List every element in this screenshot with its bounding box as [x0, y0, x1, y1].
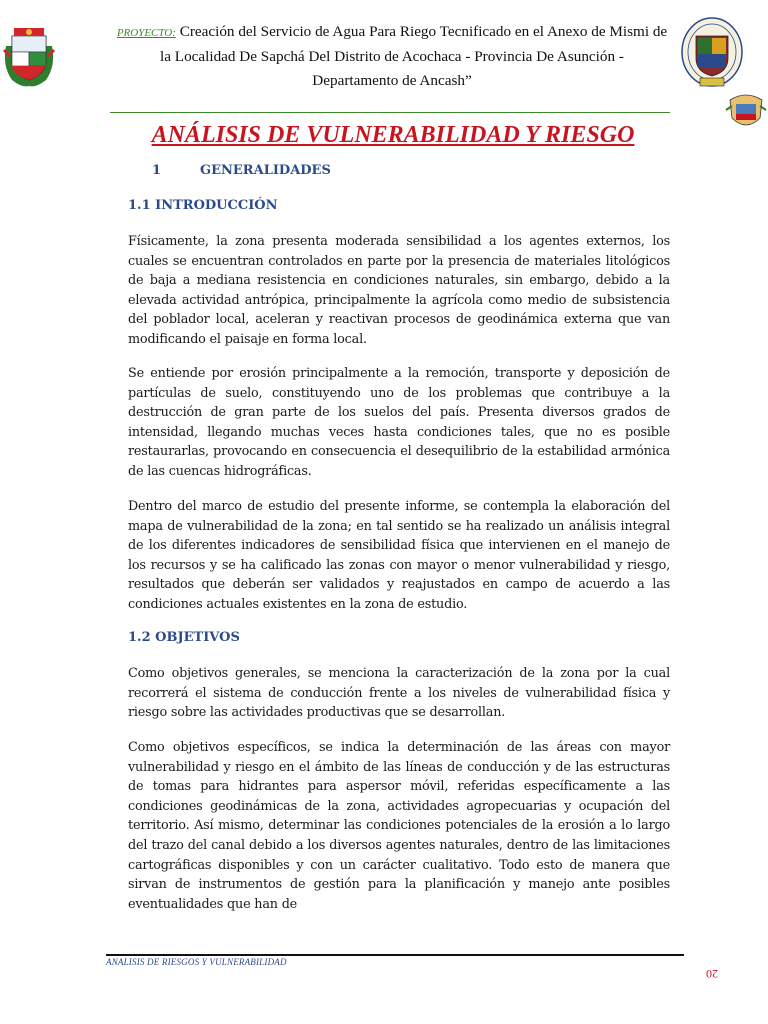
page-number: 20 [706, 967, 718, 981]
page-header [0, 0, 768, 118]
section-label: GENERALIDADES [200, 163, 331, 178]
subsection-heading-introduccion: 1.1 INTRODUCCIÓN [128, 198, 278, 213]
project-label: PROYECTO: [116, 27, 176, 39]
project-description [108, 20, 676, 93]
project-line-1: Creación del Servicio de Agua Para Riego Tecnificado en el Anexo de Mismi de [179, 23, 668, 40]
project-line-2: la Localidad De Sapchá Del Distrito de Acochaca - Provincia De Asunción - [160, 48, 624, 65]
paragraph: Físicamente, la zona presenta moderada sensibilidad a los agentes externos, los cuales se encuentran controlados en parte por la presencia de materiales litológicos de baja a mediana resistencia en condiciones naturales, sin embargo, debido a la elevada actividad antrópica, principalmente la agrícola como medio de subsistencia del poblador local, aceleran y reactivan procesos de geodinámica externa que van modificando el paisaje en forma local. [128, 234, 670, 347]
peru-coat-of-arms-icon [2, 26, 56, 88]
subsection-heading-objetivos: 1.2 OBJETIVOS [128, 630, 240, 645]
project-line-3: Departamento de Ancash” [312, 72, 472, 89]
municipal-seal-icon [680, 16, 744, 94]
footer-divider [106, 954, 684, 956]
paragraph: Como objetivos generales, se menciona la caracterización de la zona por la cual recorrerá el sistema de conducción frente a los niveles de vulnerabilidad física y riesgo sobre las actividades productivas que se desarrollan. [128, 666, 670, 721]
paragraph: Como objetivos específicos, se indica la determinación de las áreas con mayor vulnerabilidad y riesgo en el ámbito de las líneas de conducción y de las estructuras de tomas para hidrantes para aspersor móvil, referidas específicamente a las condiciones geodinámicas de la zona, actividades agropecuarias y ocupación del territorio. Así mismo, determinar las condiciones potenciales de la erosión a lo largo del trazo del canal debido a los diversos agentes naturales, dentro de las limitaciones cartográficas disponibles y con un carácter cualitativo. Todo esto de manera que sirvan de instrumentos de gestión para la planificación y manejo ante posibles eventualidades que han de [128, 740, 670, 912]
section-number: 1 [152, 163, 162, 178]
header-divider [110, 112, 670, 113]
section-heading-generalidades [152, 163, 331, 178]
footer-text: ANALISIS DE RIESGOS Y VULNERABILIDAD [106, 957, 287, 967]
document-title: ANÁLISIS DE VULNERABILIDAD Y RIESGO [151, 122, 635, 148]
paragraph: Dentro del marco de estudio del presente informe, se contempla la elaboración del mapa de vulnerabilidad de la zona; en tal sentido se ha realizado un análisis integral de los diferentes indicadores de sensibilidad física que intervienen en el manejo de los recursos y se ha calificado las zonas con mayor o menor vulnerabilidad y riesgo, resultados que deberán ser validados y reajustados en campo de acuerdo a las condiciones actuales existentes en la zona de estudio. [128, 499, 670, 612]
paragraph: Se entiende por erosión principalmente a la remoción, transporte y deposición de partículas de suelo, constituyendo uno de los problemas que contribuye a la destrucción de gran parte de los suelos del país. Presenta diversos grados de intensidad, llegando muchas veces hasta condiciones tales, que no es posible restaurarlas, provocando en consecuencia el desequilibrio de la estabilidad armónica de las cuencas hidrográficas. [128, 366, 670, 479]
